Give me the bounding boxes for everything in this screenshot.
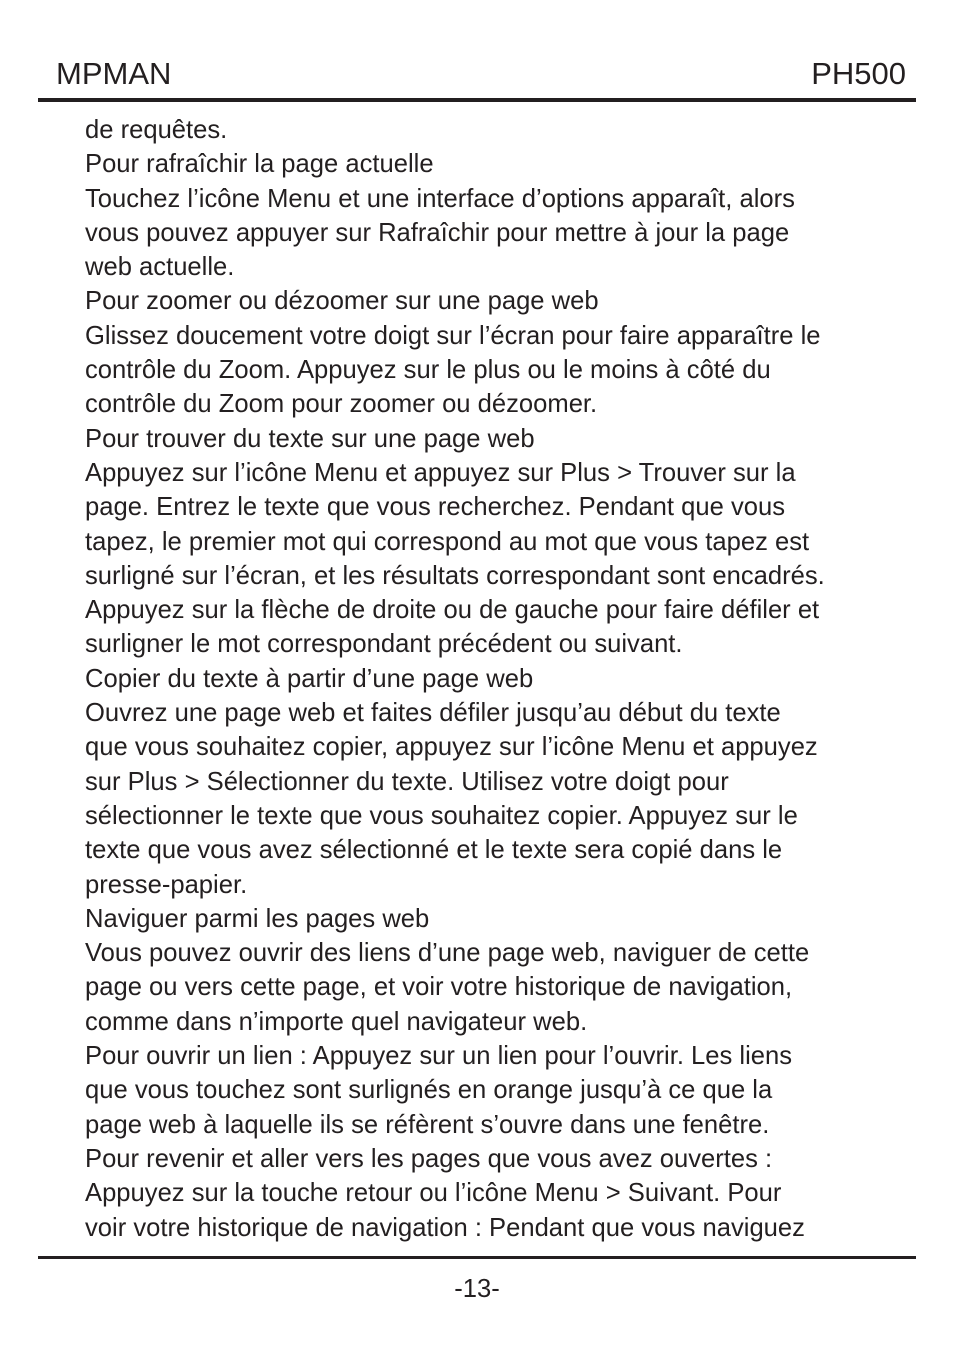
text-line: Pour revenir et aller vers les pages que vous avez ouvertes : (85, 1144, 773, 1173)
text-line: Appuyez sur l’icône Menu et appuyez sur Plus > Trouver sur la (85, 458, 796, 487)
text-line: presse-papier. (85, 870, 248, 899)
text-line: Vous pouvez ouvrir des liens d’une page web, naviguer de cette (85, 939, 810, 968)
footer-divider (38, 1256, 916, 1259)
brand-name: MPMAN (56, 56, 172, 91)
text-line: Pour rafraîchir la page actuelle (85, 150, 434, 179)
text-line: page web à laquelle ils se réfèrent s’ouvre dans une fenêtre. (85, 1110, 770, 1139)
text-line: que vous touchez sont surlignés en orange jusqu’à ce que la (85, 1076, 773, 1105)
text-line: texte que vous avez sélectionné et le texte sera copié dans le (85, 836, 783, 865)
text-line: Copier du texte à partir d’une page web (85, 664, 534, 693)
text-line: Naviguer parmi les pages web (85, 904, 430, 933)
text-line: de requêtes. (85, 116, 228, 144)
text-line: Touchez l’icône Menu et une interface d’options apparaît, alors (85, 184, 795, 213)
text-line: web actuelle. (85, 253, 235, 282)
text-line: voir votre historique de navigation : Pendant que vous naviguez (85, 1213, 805, 1242)
text-line: Ouvrez une page web et faites défiler jusqu’au début du texte (85, 699, 781, 728)
text-line: sur Plus > Sélectionner du texte. Utilisez votre doigt pour (85, 767, 729, 796)
model-name: PH500 (811, 56, 906, 91)
text-line: Glissez doucement votre doigt sur l’écran pour faire apparaître le (85, 321, 821, 350)
header-divider (38, 98, 916, 102)
text-line: page ou vers cette page, et voir votre historique de navigation, (85, 973, 793, 1002)
text-line: Pour ouvrir un lien : Appuyez sur un lien pour l’ouvrir. Les liens (85, 1042, 793, 1071)
page-header (40, 54, 912, 94)
text-line: page. Entrez le texte que vous recherchez. Pendant que vous (85, 493, 786, 522)
body-text (85, 113, 905, 1245)
text-line: Appuyez sur la touche retour ou l’icône Menu > Suivant. Pour (85, 1179, 782, 1208)
text-line: Pour trouver du texte sur une page web (85, 424, 535, 453)
text-line: contrôle du Zoom pour zoomer ou dézoomer. (85, 390, 598, 419)
text-line: surligné sur l’écran, et les résultats correspondant sont encadrés. (85, 561, 825, 590)
page-number: -13- (454, 1275, 500, 1303)
text-line: surligner le mot correspondant précédent ou suivant. (85, 630, 683, 659)
text-line: Pour zoomer ou dézoomer sur une page web (85, 287, 599, 316)
text-line: Appuyez sur la flèche de droite ou de gauche pour faire défiler et (85, 596, 820, 625)
text-line: tapez, le premier mot qui correspond au mot que vous tapez est (85, 527, 810, 556)
text-line: vous pouvez appuyer sur Rafraîchir pour mettre à jour la page (85, 218, 790, 247)
text-line: comme dans n’importe quel navigateur web. (85, 1007, 588, 1036)
text-line: que vous souhaitez copier, appuyez sur l’icône Menu et appuyez (85, 733, 818, 762)
text-line: sélectionner le texte que vous souhaitez copier. Appuyez sur le (85, 801, 798, 830)
text-line: contrôle du Zoom. Appuyez sur le plus ou le moins à côté du (85, 356, 771, 385)
